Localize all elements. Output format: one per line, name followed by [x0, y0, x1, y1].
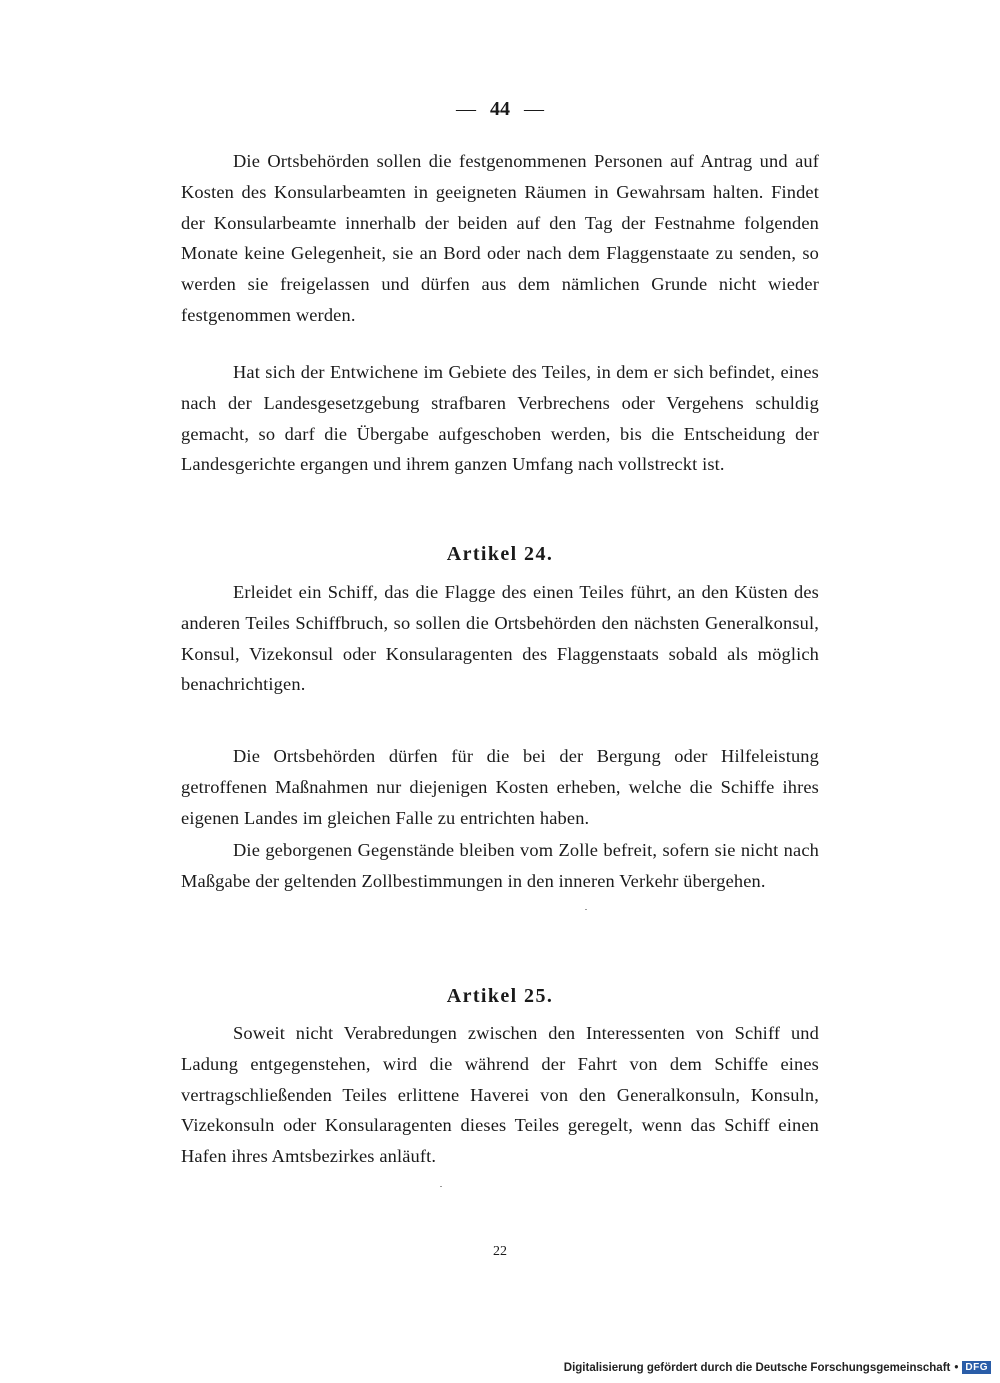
credit-text: Digitalisierung gefördert durch die Deutsche Forschungsgemeinschaft	[563, 1361, 951, 1374]
paragraph-custody: Die Ortsbehörden sollen die festgenommenen Personen auf Antrag und auf Kosten des Konsularbeamten in geeigneten Räumen in Gewahrsam halten. Findet der Konsularbeamte innerhalb der beiden auf den Tag der Festnahme folgenden Monate keine Gelegenheit, sie an Bord oder nach dem Flaggenstaate zu senden, so werden sie freigelassen und dürfen aus dem nämlichen Grunde nicht wieder festgenommen werden.	[181, 151, 819, 325]
scan-speck	[440, 1186, 442, 1187]
credit-bullet: •	[954, 1361, 959, 1374]
paragraph-shipwreck: Erleidet ein Schiff, das die Flagge des einen Teiles führt, an den Küsten des anderen Teiles Schiffbruch, so sollen die Ortsbehörden den nächsten Generalkonsul, Konsul, Vizekonsul oder Konsularagenten des Flaggenstaats sobald als möglich benachrichtigen.	[181, 582, 819, 695]
page-number	[0, 98, 1000, 121]
article-25-heading: Artikel 25.	[446, 985, 554, 1007]
dfg-logo-icon: DFG	[962, 1361, 991, 1374]
sheet-number: 22	[493, 1244, 507, 1259]
digitization-credit	[564, 1361, 991, 1374]
paragraph-average: Soweit nicht Verabredungen zwischen den Interessenten von Schiff und Ladung entgegenstehen, wird die während der Fahrt von dem Schiffe eines vertragschließenden Teiles erlittene Haverei von den Generalkonsuln, Konsuln, Vizekonsuln oder Konsularagenten dieses Teiles geregelt, wenn das Schiff einen Hafen ihres Amtsbezirkes anläuft.	[181, 1023, 819, 1167]
paragraph-delay-transfer: Hat sich der Entwichene im Gebiete des Teiles, in dem er sich befindet, eines nach der Landesgesetzgebung strafbaren Verbrechens oder Vergehens schuldig gemacht, so darf die Übergabe aufgeschoben werden, bis die Entscheidung der Landesgerichte ergangen und ihrem ganzen Umfang nach vollstreckt ist.	[181, 362, 819, 475]
paragraph-customs: Die geborgenen Gegenstände bleiben vom Zolle befreit, sofern sie nicht nach Maßgabe der geltenden Zollbestimmungen in den inneren Verkehr übergehen.	[181, 840, 819, 891]
paragraph-salvage-costs: Die Ortsbehörden dürfen für die bei der Bergung oder Hilfeleistung getroffenen Maßnahmen nur diejenigen Kosten erheben, welche die Schiffe ihres eigenen Landes im gleichen Falle zu entrichten haben.	[181, 746, 819, 828]
page-number-dash-right: —	[524, 98, 544, 120]
page-number-value: 44	[490, 98, 510, 120]
scan-speck	[585, 909, 587, 910]
article-24-heading: Artikel 24.	[446, 543, 554, 565]
page-number-dash-left: —	[456, 98, 476, 120]
